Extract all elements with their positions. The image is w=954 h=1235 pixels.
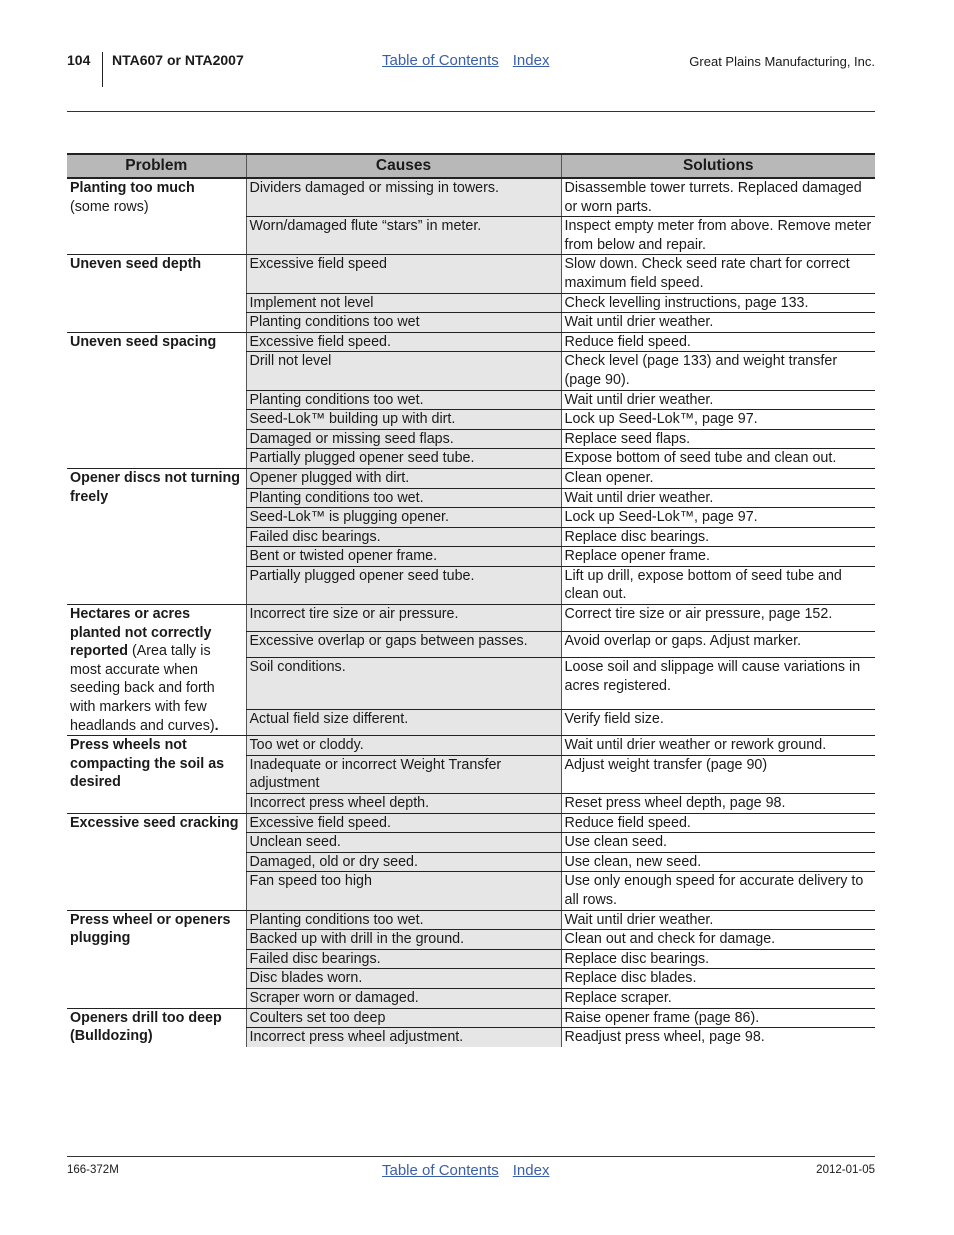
cause-cell: Incorrect tire size or air pressure.: [246, 605, 561, 632]
cause-cell: Excessive field speed: [246, 255, 561, 293]
header-problem: Problem: [67, 154, 246, 178]
table-row: [67, 255, 875, 293]
cause-cell: Disc blades worn.: [246, 969, 561, 989]
solution-cell: Lock up Seed-Lok™, page 97.: [561, 508, 875, 528]
solution-cell: Clean opener.: [561, 468, 875, 488]
problem-cell: [67, 1008, 246, 1047]
cause-cell: Planting conditions too wet.: [246, 488, 561, 508]
problem-cell: [67, 255, 246, 332]
problem-title: Excessive seed cracking: [70, 814, 239, 831]
solution-cell: Reset press wheel depth, page 98.: [561, 794, 875, 814]
model-title: NTA607 or NTA2007: [112, 52, 244, 68]
solution-cell: Wait until drier weather.: [561, 910, 875, 930]
cause-cell: Inadequate or incorrect Weight Transfer adjustment: [246, 755, 561, 793]
problem-title: Press wheel or openers plugging: [70, 911, 231, 947]
solution-cell: Expose bottom of seed tube and clean out.: [561, 449, 875, 469]
cause-cell: Planting conditions too wet.: [246, 390, 561, 410]
cause-cell: Excessive overlap or gaps between passes.: [246, 631, 561, 658]
cause-cell: Incorrect press wheel depth.: [246, 794, 561, 814]
solution-cell: Adjust weight transfer (page 90): [561, 755, 875, 793]
footer-nav: [382, 1162, 549, 1179]
solution-cell: Raise opener frame (page 86).: [561, 1008, 875, 1028]
table-row: [67, 178, 875, 217]
solution-cell: Loose soil and slippage will cause variations in acres registered.: [561, 658, 875, 710]
cause-cell: Partially plugged opener seed tube.: [246, 449, 561, 469]
solution-cell: Lock up Seed-Lok™, page 97.: [561, 410, 875, 430]
solution-cell: Clean out and check for damage.: [561, 930, 875, 950]
document-date: 2012-01-05: [816, 1164, 875, 1176]
solution-cell: Replace disc bearings.: [561, 527, 875, 547]
cause-cell: Seed-Lok™ building up with dirt.: [246, 410, 561, 430]
cause-cell: Actual field size different.: [246, 709, 561, 736]
solution-cell: Replace scraper.: [561, 988, 875, 1008]
table-row: [67, 813, 875, 833]
solution-cell: Use clean seed.: [561, 833, 875, 853]
solution-cell: Inspect empty meter from above. Remove meter from below and repair.: [561, 217, 875, 255]
footer-rule: [67, 1156, 875, 1157]
footer-toc-link[interactable]: Table of Contents: [382, 1162, 499, 1179]
problem-title: Openers drill too deep (Bulldozing): [70, 1009, 222, 1045]
table-header-row: [67, 154, 875, 178]
cause-cell: Drill not level: [246, 352, 561, 390]
problem-cell: [67, 813, 246, 910]
solution-cell: Slow down. Check seed rate chart for correct maximum field speed.: [561, 255, 875, 293]
problem-title: Planting too much: [70, 180, 195, 196]
solution-cell: Use only enough speed for accurate delivery to all rows.: [561, 872, 875, 910]
table-row: [67, 910, 875, 930]
table-body: [67, 178, 875, 1047]
header-divider: [102, 52, 103, 87]
table-row: [67, 468, 875, 488]
cause-cell: Fan speed too high: [246, 872, 561, 910]
cause-cell: Excessive field speed.: [246, 332, 561, 352]
problem-title: Press wheels not compacting the soil as desired: [70, 737, 225, 791]
solution-cell: Check levelling instructions, page 133.: [561, 293, 875, 313]
cause-cell: Failed disc bearings.: [246, 527, 561, 547]
cause-cell: Coulters set too deep: [246, 1008, 561, 1028]
problem-note-end: .: [214, 717, 219, 734]
problem-cell: [67, 178, 246, 255]
cause-cell: Seed-Lok™ is plugging opener.: [246, 508, 561, 528]
problem-cell: [67, 910, 246, 1008]
problem-note: (Area tally is most accurate when seeding back and forth with markers with few headlands and curves): [70, 643, 215, 734]
cause-cell: Incorrect press wheel adjustment.: [246, 1028, 561, 1047]
header-toc-link[interactable]: Table of Contents: [382, 52, 499, 69]
cause-cell: Soil conditions.: [246, 658, 561, 710]
cause-cell: Excessive field speed.: [246, 813, 561, 833]
header-causes: Causes: [246, 154, 561, 178]
header-index-link[interactable]: Index: [512, 52, 550, 69]
footer-index-link[interactable]: Index: [512, 1162, 550, 1179]
solution-cell: Correct tire size or air pressure, page 152.: [561, 605, 875, 632]
cause-cell: Implement not level: [246, 293, 561, 313]
company-name: Great Plains Manufacturing, Inc.: [689, 54, 875, 69]
problem-title: Uneven seed depth: [70, 256, 202, 273]
solution-cell: Reduce field speed.: [561, 332, 875, 352]
table-row: [67, 1008, 875, 1028]
solution-cell: Replace disc blades.: [561, 969, 875, 989]
table-row: [67, 605, 875, 632]
table-row: [67, 332, 875, 352]
solution-cell: Wait until drier weather or rework ground.: [561, 736, 875, 756]
cause-cell: Dividers damaged or missing in towers.: [246, 178, 561, 217]
cause-cell: Bent or twisted opener frame.: [246, 547, 561, 567]
troubleshooting-table: [67, 153, 875, 1047]
solution-cell: Check level (page 133) and weight transfer (page 90).: [561, 352, 875, 390]
solution-cell: Wait until drier weather.: [561, 488, 875, 508]
problem-cell: [67, 468, 246, 604]
problem-cell: [67, 332, 246, 468]
document-code: 166-372M: [67, 1164, 119, 1176]
problem-note: (some rows): [70, 198, 149, 215]
cause-cell: Unclean seed.: [246, 833, 561, 853]
solution-cell: Avoid overlap or gaps. Adjust marker.: [561, 631, 875, 658]
page-number: 104: [67, 52, 91, 68]
solution-cell: Replace seed flaps.: [561, 429, 875, 449]
solution-cell: Use clean, new seed.: [561, 852, 875, 872]
cause-cell: Damaged, old or dry seed.: [246, 852, 561, 872]
solution-cell: Replace opener frame.: [561, 547, 875, 567]
cause-cell: Planting conditions too wet.: [246, 910, 561, 930]
cause-cell: Backed up with drill in the ground.: [246, 930, 561, 950]
solution-cell: Readjust press wheel, page 98.: [561, 1028, 875, 1047]
problem-cell: [67, 736, 246, 813]
header-rule: [67, 111, 875, 112]
cause-cell: Opener plugged with dirt.: [246, 468, 561, 488]
solution-cell: Verify field size.: [561, 709, 875, 736]
cause-cell: Scraper worn or damaged.: [246, 988, 561, 1008]
cause-cell: Damaged or missing seed flaps.: [246, 429, 561, 449]
cause-cell: Partially plugged opener seed tube.: [246, 566, 561, 604]
problem-cell: [67, 605, 246, 736]
header-nav: [382, 52, 549, 69]
cause-cell: Too wet or cloddy.: [246, 736, 561, 756]
problem-title: Hectares or acres planted not correctly reported: [70, 606, 212, 660]
solution-cell: Wait until drier weather.: [561, 390, 875, 410]
cause-cell: Worn/damaged flute “stars” in meter.: [246, 217, 561, 255]
solution-cell: Disassemble tower turrets. Replaced damaged or worn parts.: [561, 178, 875, 217]
table-row: [67, 736, 875, 756]
header-solutions: Solutions: [561, 154, 875, 178]
cause-cell: Planting conditions too wet: [246, 313, 561, 333]
problem-title: Uneven seed spacing: [70, 333, 217, 350]
problem-title: Opener discs not turning freely: [70, 469, 240, 505]
solution-cell: Lift up drill, expose bottom of seed tube and clean out.: [561, 566, 875, 604]
solution-cell: Reduce field speed.: [561, 813, 875, 833]
solution-cell: Replace disc bearings.: [561, 949, 875, 969]
solution-cell: Wait until drier weather.: [561, 313, 875, 333]
cause-cell: Failed disc bearings.: [246, 949, 561, 969]
